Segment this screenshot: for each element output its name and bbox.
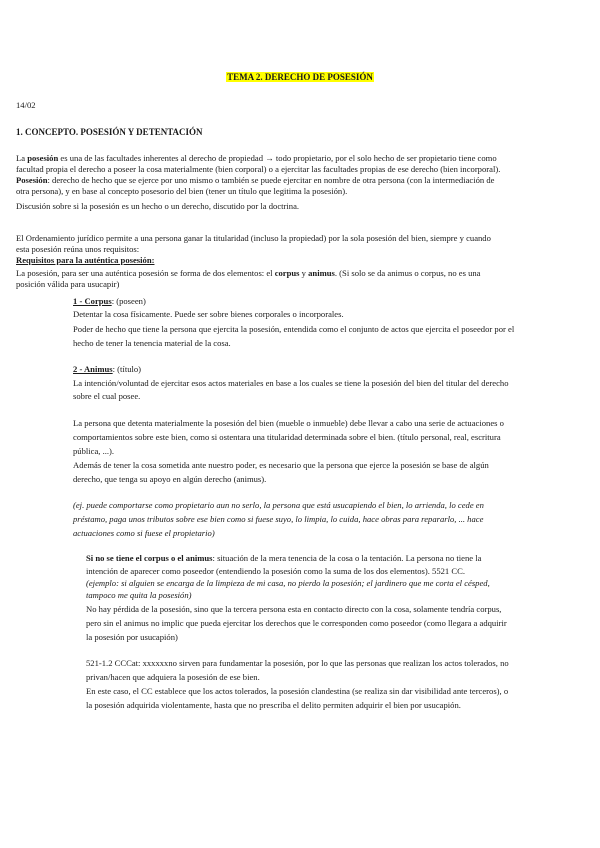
paragraph-line: Posesión: derecho de hecho que se ejerce por uno mismo o también se puede ejercitar en nombre de otra persona (con la intermediación de <box>16 175 495 185</box>
example-line: actuaciones como si fuese el propietario) <box>73 528 215 538</box>
document-title: TEMA 2. DERECHO DE POSESIÓN <box>227 72 373 82</box>
lecture-date: 14/02 <box>16 100 36 110</box>
animus-heading: 2 - Animus: (título) <box>73 364 142 374</box>
paragraph-line: hecho de tener la tenencia material de la cosa. <box>73 338 231 348</box>
example-line: préstamo, paga unos tributos sobre ese bien como si fuese suyo, lo limpia, lo cuida, hace obras para repararlo, ... hace <box>73 514 484 524</box>
paragraph-line: En este caso, el CC establece que los actos tolerados, la posesión clandestina (se realiza sin dar visibilidad ante terceros), o <box>86 686 509 696</box>
paragraph-line: otra persona), y en base al concepto posesorio del bien (tener un título que legitima la posesión). <box>16 186 348 196</box>
example-line: (ejemplo: si alguien se encarga de la limpieza de mi casa, no pierdo la posesión; el jardinero que me corta el césped, <box>86 578 490 588</box>
paragraph-line: la posesión adquirida violentamente, hasta que no prescriba el delito permiten adquirir el bien por usucapión. <box>86 700 461 710</box>
paragraph-line: esta posesión reúna unos requisitos: <box>16 244 140 254</box>
paragraph-line: pero sin el animus no implic que pueda ejercitar los derechos que le corresponden como poseedor (como llegara a adquirir <box>86 618 507 628</box>
paragraph-line: No hay pérdida de la posesión, sino que la tercera persona esta en contacto directo con la cosa, solamente tendría corpus, <box>86 604 502 614</box>
paragraph-line: derecho, que tenga su apoyo en algún derecho (animus). <box>73 474 267 484</box>
paragraph-line: la posesión por usucapión) <box>86 632 178 642</box>
paragraph-line: Poder de hecho que tiene la persona que ejercita la posesión, entendida como el conjunto de actos que ejercita el poseedor por el <box>73 324 515 334</box>
paragraph-line: Además de tener la cosa sometida ante nuestro poder, es necesario que la persona que ejerce la posesión se base de algún <box>73 460 489 470</box>
section-heading: 1. CONCEPTO. POSESIÓN Y DETENTACIÓN <box>16 127 203 137</box>
paragraph-line: facultad propia el derecho a poseer la cosa materialmente (bien corporal) o a ejercitar las facultades propias de ese derecho (bien incorporal). <box>16 164 501 174</box>
example-line: (ej. puede comportarse como propietario aun no serlo, la persona que está usucapiendo el bien, lo arrienda, lo cede en <box>73 500 484 510</box>
corpus-heading: 1 - Corpus: (poseen) <box>73 296 146 306</box>
paragraph-line: Si no se tiene el corpus o el animus: situación de la mera tenencia de la cosa o la tentación. La persona no tiene la <box>86 553 482 563</box>
paragraph-line: 521-1.2 CCCat: xxxxxxno sirven para fundamentar la posesión, por lo que las personas que realizan los actos tolerados, no <box>86 658 509 668</box>
paragraph-line: El Ordenamiento jurídico permite a una persona ganar la titularidad (incluso la propiedad) por la sola posesión del bien, siempre y cuando <box>16 233 491 243</box>
example-line: tampoco me quita la posesión) <box>86 590 192 600</box>
paragraph-line: La persona que detenta materialmente la posesión del bien (mueble o inmueble) debe llevar a cabo una serie de actuaciones o <box>73 418 504 428</box>
paragraph-line: intención de aparecer como poseedor (entendiendo la posesión como la suma de los dos elementos). 5521 CC. <box>86 566 465 576</box>
paragraph-line: comportamientos sobre este bien, como si ostentara una titularidad determinada sobre el bien. (título personal, real, escritura <box>73 432 501 442</box>
paragraph-line: La intención/voluntad de ejercitar esos actos materiales en base a los cuales se tiene la posesión del bien del titular del derecho <box>73 378 509 388</box>
paragraph-line: sobre el cual posee. <box>73 391 141 401</box>
subheading: Requisitos para la auténtica posesión: <box>16 255 155 265</box>
paragraph-line: Discusión sobre si la posesión es un hecho o un derecho, discutido por la doctrina. <box>16 201 300 211</box>
paragraph-line: La posesión, para ser una auténtica posesión se forma de dos elementos: el corpus y animus. (Si solo se da animus o corpus, no es una <box>16 268 481 278</box>
paragraph-line: pública, ...). <box>73 446 115 456</box>
paragraph-line: La posesión es una de las facultades inherentes al derecho de propiedad → todo propietario, por el solo hecho de ser propietario tiene como <box>16 153 497 163</box>
paragraph-line: Detentar la cosa físicamente. Puede ser sobre bienes corporales o incorporales. <box>73 309 344 319</box>
paragraph-line: privan/hacen que adquiera la posesión de ese bien. <box>86 672 260 682</box>
paragraph-line: posición válida para usucapir) <box>16 279 120 289</box>
